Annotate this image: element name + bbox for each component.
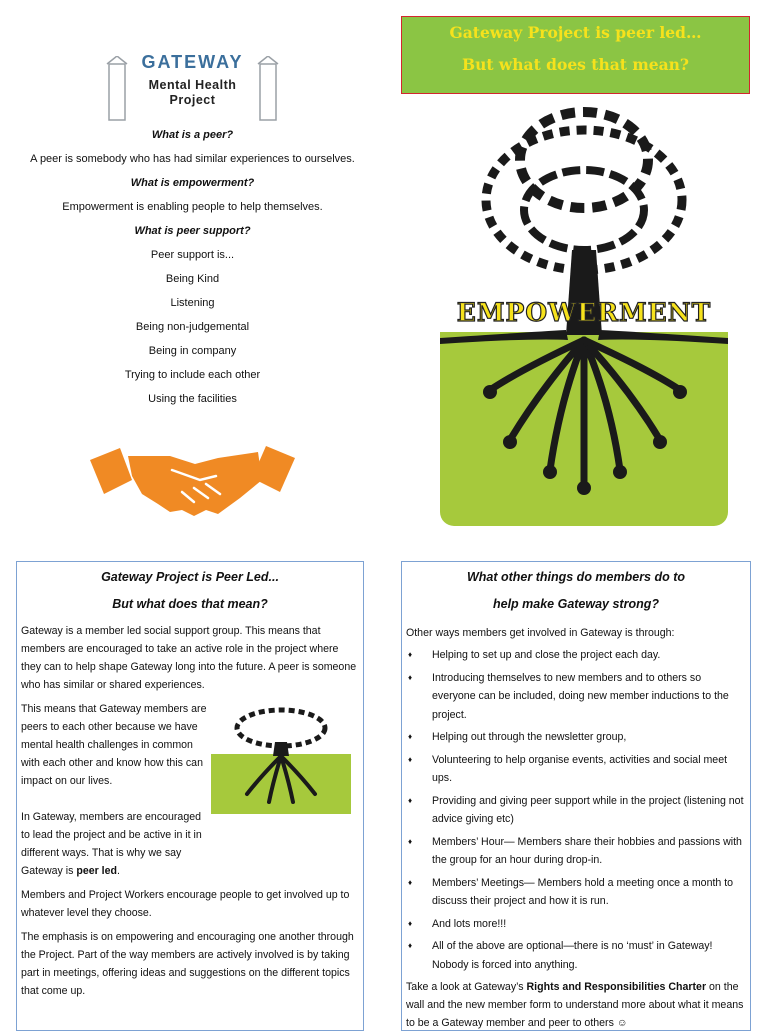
left-box-paragraph: The emphasis is on empowering and encouraging one another through the Project. Part of the way members are actively involved is by taking part in meetings, offering ideas and suggestions on the different topics that come up. [21,931,354,997]
small-tree-illustration [211,706,351,812]
banner-line-1: Gateway Project is peer led… [449,23,702,42]
peer-support-item: Listening [170,297,215,309]
logo-line-2: Project [169,93,216,107]
list-item: ♦ Providing and giving peer support while in the project (listening not advice giving etc) [406,792,746,829]
left-box-heading-2: But what does that mean? [112,597,268,611]
peer-support-item: Being in company [148,345,237,357]
empowerment-word: EMPOWERMENT [456,298,712,327]
peer-led-period: . [116,865,120,877]
right-box-heading-1: What other things do members do to [466,570,686,584]
question-peer: What is a peer? [151,129,234,141]
list-item: ♦ And lots more!!! [406,915,746,934]
list-item: ♦ Members’ Hour— Members share their hobbies and passions with the group for an hour during drop-in. [406,833,746,870]
right-box-intro: Other ways members get involved in Gateway is through: [406,627,675,639]
peer-support-item: Being Kind [165,273,220,285]
list-item: ♦ Volunteering to help organise events, activities and social meet ups. [406,751,746,788]
peer-led-sentence: In Gateway, members are encouraged to lead the project and be active in it in different ways. That is why we say Gateway is [21,811,202,877]
charter-emphasis: Rights and Responsibilities Charter [526,981,707,993]
answer-peer: A peer is somebody who has had similar experiences to ourselves. [30,153,355,165]
left-box-paragraph: Gateway is a member led social support group. This means that members are encouraged to take an active role in the project where they can to help shape Gateway long into the future. A peer is someone who has similar or shared experiences. [21,625,357,691]
peer-led-info-box [16,561,364,1031]
empowerment-tree-illustration [440,100,728,528]
answer-empowerment: Empowerment is enabling people to help themselves. [62,201,323,213]
peer-led-emphasis: peer led [76,865,117,877]
member-activities-box [401,561,751,1031]
list-item: ♦ Introducing themselves to new members and to others so everyone can be included, doing new member inductions to the project. [406,669,746,725]
list-item: ♦ Helping to set up and close the project each day. [406,646,746,665]
handshake-icon [90,440,295,520]
activities-list [406,646,746,974]
outro-text-end: on the wall and the new member form to understand more about what it means to be a Gateway member and peer to others ☺ [406,981,744,1029]
right-box-heading-2: help make Gateway strong? [492,597,660,611]
list-item: ♦ Helping out through the newsletter group, [406,728,746,747]
peer-support-item: Being non-judgemental [135,321,250,333]
peer-support-item: Using the facilities [148,393,237,405]
list-item: ♦ Members’ Meetings— Members hold a meeting once a month to discuss their project and how it is run. [406,874,746,911]
left-box-paragraph: This means that Gateway members are peers to each other because we have mental health challenges in common with each other and know how this can impact on our lives. [21,703,207,787]
left-box-heading-1: Gateway Project is Peer Led... [101,570,279,584]
intro-section [30,128,355,416]
question-empowerment: What is empowerment? [130,177,255,189]
outro-text: Take a look at Gateway’s [406,981,527,993]
peer-support-item: Trying to include each other [124,369,261,381]
list-item: ♦ All of the above are optional—there is no ‘must’ in Gateway! Nobody is forced into anything. [406,937,746,974]
gateway-logo [105,50,280,120]
small-tree-icon [211,706,351,812]
logo-line-1: Mental Health [148,78,237,92]
peer-support-item: Peer support is... [150,249,235,261]
logo-title: GATEWAY [141,52,244,72]
left-box-paragraph: Members and Project Workers encourage people to get involved up to whatever level they choose. [21,889,350,919]
banner-line-2: But what does that mean? [462,55,689,74]
peer-led-banner [401,16,750,94]
question-peer-support: What is peer support? [134,225,251,237]
